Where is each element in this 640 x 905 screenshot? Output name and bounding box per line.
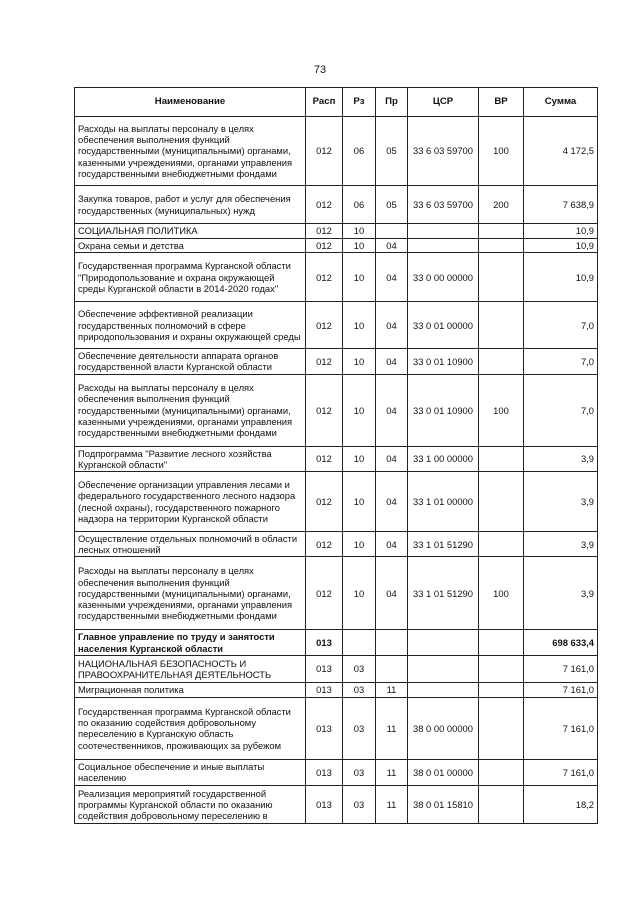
row-sum: 3,9	[524, 472, 598, 532]
row-pr: 05	[376, 186, 408, 224]
row-csr: 33 1 01 51290	[408, 532, 479, 557]
row-csr	[408, 224, 479, 239]
table-row	[75, 697, 598, 759]
row-sum: 698 633,4	[524, 630, 598, 655]
row-vr	[479, 349, 524, 374]
header-rz: Рз	[343, 88, 376, 117]
page-number: 73	[313, 64, 327, 76]
row-rasp: 013	[306, 682, 343, 697]
row-name: Расходы на выплаты персоналу в целях обеспечения выполнения функций государственными (муниципальными) органами, казенными учреждениями, органами управления государственными внебюджетными фондами	[75, 117, 306, 186]
table-row	[75, 532, 598, 557]
row-pr: 11	[376, 697, 408, 759]
row-csr	[408, 239, 479, 253]
row-pr: 11	[376, 759, 408, 785]
row-csr: 38 0 00 00000	[408, 697, 479, 759]
table-row	[75, 472, 598, 532]
row-rz: 10	[343, 239, 376, 253]
row-rasp: 013	[306, 759, 343, 785]
row-name: Подпрограмма "Развитие лесного хозяйства Курганской области"	[75, 446, 306, 471]
row-name: Обеспечение организации управления лесами и федерального государственного лесного надзора (лесной охраны), государственного пожарного надзора на территории Курганской области	[75, 472, 306, 532]
row-csr	[408, 655, 479, 682]
row-vr: 100	[479, 557, 524, 630]
row-rz: 10	[343, 472, 376, 532]
table-row	[75, 374, 598, 446]
row-vr	[479, 224, 524, 239]
row-csr: 33 0 01 10900	[408, 374, 479, 446]
row-name: СОЦИАЛЬНАЯ ПОЛИТИКА	[75, 224, 306, 239]
row-name: Государственная программа Курганской области "Природопользование и охрана окружающей среды Курганской области в 2014-2020 годах"	[75, 253, 306, 302]
header-pr: Пр	[376, 88, 408, 117]
row-rz: 10	[343, 557, 376, 630]
row-rasp: 012	[306, 253, 343, 302]
row-rasp: 013	[306, 697, 343, 759]
row-vr	[479, 655, 524, 682]
row-pr: 11	[376, 682, 408, 697]
row-rz: 10	[343, 374, 376, 446]
row-rz: 03	[343, 697, 376, 759]
row-sum: 3,9	[524, 532, 598, 557]
row-sum: 7 161,0	[524, 759, 598, 785]
row-vr: 200	[479, 186, 524, 224]
row-csr: 33 1 00 00000	[408, 446, 479, 471]
row-sum: 7,0	[524, 349, 598, 374]
row-vr	[479, 697, 524, 759]
row-vr	[479, 253, 524, 302]
row-rz	[343, 630, 376, 655]
row-csr: 33 0 00 00000	[408, 253, 479, 302]
row-csr: 38 0 01 15810	[408, 785, 479, 823]
row-csr: 33 6 03 59700	[408, 117, 479, 186]
row-vr	[479, 630, 524, 655]
row-csr	[408, 682, 479, 697]
row-rz: 10	[343, 253, 376, 302]
row-vr	[479, 302, 524, 349]
row-vr: 100	[479, 117, 524, 186]
row-name: Расходы на выплаты персоналу в целях обеспечения выполнения функций государственными (муниципальными) органами, казенными учреждениями, органами управления государственными внебюджетными фондами	[75, 374, 306, 446]
row-rz: 10	[343, 224, 376, 239]
row-sum: 4 172,5	[524, 117, 598, 186]
row-rz: 03	[343, 785, 376, 823]
row-pr: 04	[376, 349, 408, 374]
table-row	[75, 655, 598, 682]
row-name: Государственная программа Курганской области по оказанию содействия добровольному переселению в Курганскую область соотечественников, проживающих за рубежом	[75, 697, 306, 759]
budget-table	[74, 87, 598, 824]
row-csr: 33 0 01 00000	[408, 302, 479, 349]
row-rasp: 013	[306, 655, 343, 682]
row-vr	[479, 785, 524, 823]
table-row	[75, 186, 598, 224]
row-pr: 04	[376, 446, 408, 471]
row-rz: 03	[343, 759, 376, 785]
row-sum: 18,2	[524, 785, 598, 823]
row-name: Закупка товаров, работ и услуг для обеспечения государственных (муниципальных) нужд	[75, 186, 306, 224]
header-sum: Сумма	[524, 88, 598, 117]
table-row	[75, 117, 598, 186]
row-csr: 33 1 01 00000	[408, 472, 479, 532]
table-row	[75, 349, 598, 374]
row-pr: 04	[376, 472, 408, 532]
row-vr	[479, 759, 524, 785]
row-vr	[479, 446, 524, 471]
row-csr: 33 0 01 10900	[408, 349, 479, 374]
row-pr: 11	[376, 785, 408, 823]
row-pr	[376, 224, 408, 239]
table-row	[75, 759, 598, 785]
row-rasp: 013	[306, 785, 343, 823]
row-name: Расходы на выплаты персоналу в целях обеспечения выполнения функций государственными (муниципальными) органами, казенными учреждениями, органами управления государственными внебюджетными фондами	[75, 557, 306, 630]
row-rasp: 012	[306, 117, 343, 186]
row-sum: 3,9	[524, 557, 598, 630]
row-pr: 05	[376, 117, 408, 186]
row-rasp: 012	[306, 186, 343, 224]
row-rz: 03	[343, 682, 376, 697]
row-pr: 04	[376, 253, 408, 302]
row-sum: 7 161,0	[524, 655, 598, 682]
table-row	[75, 785, 598, 823]
row-rz: 10	[343, 349, 376, 374]
row-csr	[408, 630, 479, 655]
row-sum: 10,9	[524, 253, 598, 302]
row-rasp: 012	[306, 532, 343, 557]
row-rasp: 013	[306, 630, 343, 655]
row-vr	[479, 682, 524, 697]
row-sum: 3,9	[524, 446, 598, 471]
row-sum: 7 161,0	[524, 682, 598, 697]
row-rasp: 012	[306, 472, 343, 532]
header-csr: ЦСР	[408, 88, 479, 117]
row-rasp: 012	[306, 239, 343, 253]
row-name: Миграционная политика	[75, 682, 306, 697]
row-name: Обеспечение эффективной реализации государственных полномочий в сфере природопользования и охраны окружающей среды	[75, 302, 306, 349]
row-vr	[479, 532, 524, 557]
table-row	[75, 446, 598, 471]
header-rasp: Расп	[306, 88, 343, 117]
row-rasp: 012	[306, 349, 343, 374]
row-vr	[479, 472, 524, 532]
row-rz: 10	[343, 446, 376, 471]
row-vr: 100	[479, 374, 524, 446]
table-row	[75, 224, 598, 239]
table-row	[75, 557, 598, 630]
row-name: НАЦИОНАЛЬНАЯ БЕЗОПАСНОСТЬ И ПРАВООХРАНИТЕЛЬНАЯ ДЕЯТЕЛЬНОСТЬ	[75, 655, 306, 682]
row-pr	[376, 630, 408, 655]
row-csr: 33 1 01 51290	[408, 557, 479, 630]
row-name: Реализация мероприятий государственной программы Курганской области по оказанию содействия добровольному переселению в	[75, 785, 306, 823]
row-pr: 04	[376, 374, 408, 446]
row-rasp: 012	[306, 446, 343, 471]
row-rz: 06	[343, 117, 376, 186]
row-sum: 7,0	[524, 374, 598, 446]
row-rasp: 012	[306, 557, 343, 630]
row-csr: 33 6 03 59700	[408, 186, 479, 224]
table-row	[75, 630, 598, 655]
row-rasp: 012	[306, 302, 343, 349]
table-row	[75, 682, 598, 697]
row-rasp: 012	[306, 374, 343, 446]
row-name: Социальное обеспечение и иные выплаты населению	[75, 759, 306, 785]
row-sum: 10,9	[524, 239, 598, 253]
row-pr: 04	[376, 532, 408, 557]
table-row	[75, 302, 598, 349]
row-pr: 04	[376, 239, 408, 253]
row-rz: 10	[343, 302, 376, 349]
row-sum: 10,9	[524, 224, 598, 239]
row-name: Осуществление отдельных полномочий в области лесных отношений	[75, 532, 306, 557]
row-sum: 7 161,0	[524, 697, 598, 759]
header-vr: ВР	[479, 88, 524, 117]
row-pr	[376, 655, 408, 682]
row-rz: 06	[343, 186, 376, 224]
row-name: Охрана семьи и детства	[75, 239, 306, 253]
row-rasp: 012	[306, 224, 343, 239]
row-sum: 7,0	[524, 302, 598, 349]
row-name: Обеспечение деятельности аппарата органов государственной власти Курганской области	[75, 349, 306, 374]
row-pr: 04	[376, 557, 408, 630]
row-sum: 7 638,9	[524, 186, 598, 224]
row-vr	[479, 239, 524, 253]
table-row	[75, 253, 598, 302]
table-row	[75, 239, 598, 253]
row-rz: 10	[343, 532, 376, 557]
table-header-row	[75, 88, 598, 117]
row-rz: 03	[343, 655, 376, 682]
row-name: Главное управление по труду и занятости населения Курганской области	[75, 630, 306, 655]
header-name: Наименование	[75, 88, 306, 117]
row-csr: 38 0 01 00000	[408, 759, 479, 785]
row-pr: 04	[376, 302, 408, 349]
